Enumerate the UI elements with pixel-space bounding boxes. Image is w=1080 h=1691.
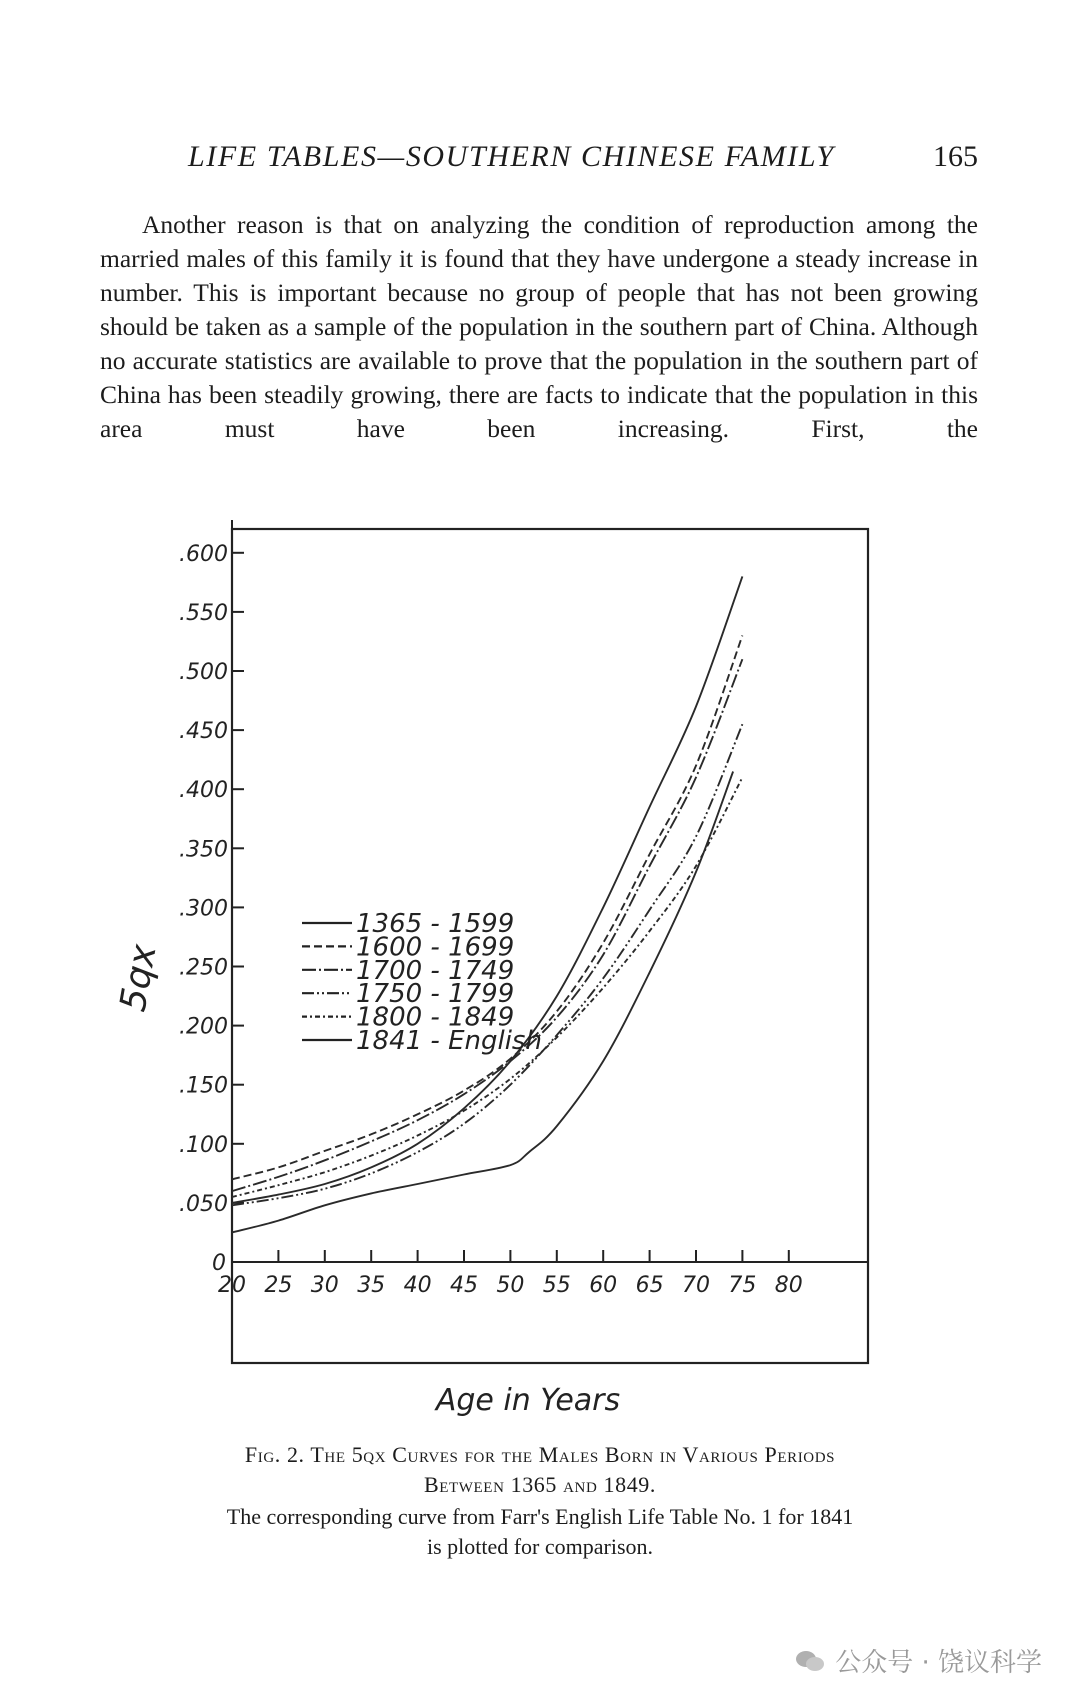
series-line <box>232 636 742 1180</box>
caption-note: The corresponding curve from Farr's English Life Table No. 1 for 1841 <box>226 1504 854 1529</box>
running-head <box>100 140 978 180</box>
y-tick-label: .150 <box>179 1073 228 1099</box>
x-tick-label: 50 <box>496 1273 525 1298</box>
legend-label: 1800 - 1849 <box>356 1002 515 1033</box>
legend-label: 1750 - 1799 <box>356 979 515 1010</box>
x-tick-label: 65 <box>635 1273 664 1298</box>
y-zero-label: 0 <box>212 1251 226 1276</box>
x-tick-label: 45 <box>450 1273 478 1298</box>
y-tick-label: .100 <box>179 1132 228 1158</box>
legend-label: 1841 - English <box>356 1026 542 1056</box>
figure-chart <box>0 520 1080 1420</box>
legend-label: 1600 - 1699 <box>356 932 515 963</box>
x-tick-label: 55 <box>542 1273 571 1298</box>
x-tick-label: 20 <box>218 1273 246 1298</box>
y-tick-label: .050 <box>179 1191 228 1217</box>
x-axis-label: Age in Years <box>435 1383 621 1418</box>
y-tick-label: .400 <box>179 778 228 804</box>
y-tick-label: .300 <box>179 896 228 922</box>
y-axis-label: 5qx <box>112 941 165 1015</box>
x-tick-label: 70 <box>682 1273 710 1298</box>
watermark-text: 公众号 · 饶议科学 <box>835 1648 1042 1678</box>
y-tick-label: .350 <box>179 837 228 863</box>
y-axis <box>179 520 244 1276</box>
legend <box>302 909 542 1056</box>
x-tick-label: 80 <box>774 1273 803 1298</box>
x-tick-label: 25 <box>264 1273 293 1298</box>
y-tick-label: .500 <box>179 660 228 685</box>
x-axis <box>218 1250 868 1298</box>
figure-caption <box>140 1440 940 1562</box>
legend-label: 1700 - 1749 <box>356 955 515 986</box>
wechat-icon <box>795 1649 825 1673</box>
caption-title: Fig. 2. The 5qx Curves for the Males Born in Various Periods <box>244 1442 836 1467</box>
running-title: LIFE TABLES—SOUTHERN CHINESE FAMILY <box>188 140 835 173</box>
x-tick-label: 40 <box>403 1273 432 1298</box>
watermark <box>795 1642 1042 1679</box>
x-tick-label: 30 <box>310 1273 339 1298</box>
legend-label: 1365 - 1599 <box>356 909 515 939</box>
x-tick-label: 75 <box>728 1273 757 1298</box>
y-tick-label: .450 <box>179 719 228 745</box>
caption-note-cont: is plotted for comparison. <box>426 1534 654 1559</box>
y-tick-label: .600 <box>179 541 228 567</box>
y-tick-label: .550 <box>179 600 228 626</box>
page-number: 165 <box>933 140 978 173</box>
x-tick-label: 60 <box>589 1273 618 1298</box>
x-tick-label: 35 <box>357 1273 386 1298</box>
y-tick-label: .200 <box>179 1014 228 1040</box>
caption-title-cont: Between 1365 and 1849. <box>423 1472 656 1497</box>
series-line <box>232 576 742 1203</box>
paragraph: Another reason is that on analyzing the condition of reproduction among the married males of this family it is found that they have undergone a steady increase in number. This is important because no group of people that has not been growing should be taken as a sample of the population in the southern part of China. Although no accurate statistics are available to prove that the population in the southern part of China has been steadily growing, there are facts to indicate that the population in this area must have been increasing. First, the <box>100 210 978 443</box>
body-text <box>100 208 978 446</box>
curves <box>232 576 742 1232</box>
y-tick-label: .250 <box>179 955 228 981</box>
